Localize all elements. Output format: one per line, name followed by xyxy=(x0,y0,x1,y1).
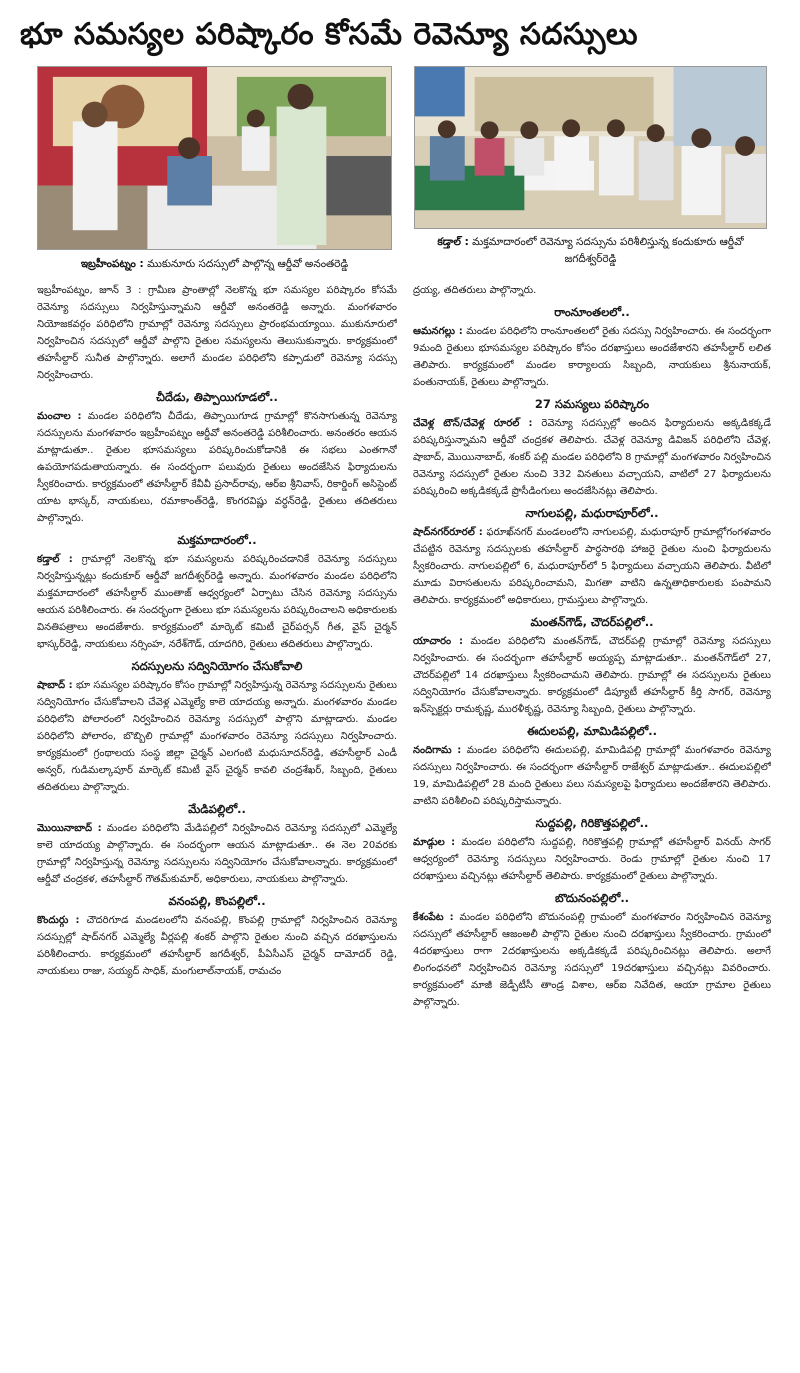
caption-place-left: ఇబ్రహీంపట్నం : xyxy=(80,258,144,270)
section-heading: బొదునంపల్లిలో.. xyxy=(554,891,630,905)
section-heading: మేడిపల్లిలో.. xyxy=(188,802,246,816)
caption-text-left: ముకునూరు సదస్సులో పాల్గొన్న ఆర్డీవో అనంతరెడ్డి xyxy=(147,258,349,270)
photo-rdo-jagadishwarreddy xyxy=(414,66,767,229)
article-section xyxy=(37,893,397,980)
section-text: మండల పరిధిలోని సుద్దపల్లి, గిరికొత్తపల్లి గ్రామాల్లో తహసీల్దార్ వినయ్ సాగర్ ఆధ్వర్యంలో రెవెన్యూ సదస్సులు నిర్వహించారు. రెండు గ్రామాల్లో రైతుల నుంచి 17 దరఖాస్తులు వచ్చినట్లు తహసీల్దార్ తెలిపారు. కార్యక్రమంలో రైతులు పాల్గొన్నారు. xyxy=(413,837,771,882)
section-heading: ఈదులపల్లి, మామిడిపల్లిలో.. xyxy=(526,724,657,738)
section-body xyxy=(413,909,771,1011)
photo-caption-right xyxy=(414,234,767,274)
article-section xyxy=(413,723,771,810)
article-section xyxy=(37,658,397,796)
event-photo-right xyxy=(415,67,766,228)
section-dateline: ఆమనగల్లు : xyxy=(413,326,463,337)
section-heading: మంతన్‌గౌడ్, చౌదర్‌పల్లిలో.. xyxy=(530,615,654,629)
section-dateline: కడ్తాల్ : xyxy=(37,554,73,565)
article-section xyxy=(37,389,397,527)
section-text: మండల పరిధిలోని చీదేడు, తిప్పాయిగూడ గ్రామాల్లో కొనసాగుతున్న రెవెన్యూ సదస్సులను మంగళవారం ఇబ్రహీంపట్నం ఆర్డీవో అనంతరెడ్డి పరిశీలించారు. అనంతరం ఆయన మాట్లాడుతూ.. రైతుల భూసమస్యలు పరిష్కరించుకోడానికి ఈ సభలు ఎంతగానో ఉపయోగపడుతాయన్నారు. ఈ సందర్భంగా పలువురు రైతులు అందజేసిన ఫిర్యాదులను స్వీకరించారు. కార్యక్రమంలో తహసీల్దార్ కేవీవీ ప్రసాద్‌రావు, ఆర్ఐ శ్రీనివాస్, రికార్డింగ్ అసిస్టెంట్ యాట భాస్కర్, నాయకులు, రమాకాంత్‌రెడ్డి, కొంగరవిష్ణు వర్ధన్‌రెడ్డి, రైతులు తదితరులు పాల్గొన్నారు. xyxy=(37,411,397,524)
section-dateline: షాబాద్ : xyxy=(37,680,73,691)
section-text: చౌదరిగూడ మండలంలోని వనంపల్లి, కొంపల్లి గ్రామాల్లో నిర్వహించిన రెవెన్యూ సదస్సుల్లో షాద్‌నగర్ ఎమ్మెల్యే వీర్లపల్లి శంకర్ పాల్గొని రైతుల నుంచి వచ్చిన దరఖాస్తులను పరిశీలించారు. కార్యక్రమంలో తహసీల్దార్ జగదీశ్వర్, పీఏసీఎస్ చైర్మన్ దామోదర్ రెడ్డి, నాయకులు రాజు, సయ్యద్ సాధిక్, మంగులాల్‌నాయక్, రామచం xyxy=(37,915,397,977)
article-section xyxy=(413,505,771,609)
section-text: ఫరూఖ్‌నగర్ మండలంలోని నాగులపల్లి, మధురాపూర్ గ్రామాల్లోగంగళవారం చేపట్టిన రెవెన్యూ సదస్సులకు తహసీల్దార్ పార్థసారథి హాజరై రైతుల నుంచి ఫిర్యాదులను స్వీకరించారు. నాగులపల్లిలో 6, మధురాపూర్‌లో 5 ఫిర్యాదులు వచ్చాయని తెలిపారు. వీటిలో మూడు విరాసతులను పరిష్కరించామని, మిగతా వాటిని ఉన్నతాధికారులకు పంపామని తెలిపారు. కార్యక్రమంలో అధికారులు, గ్రామస్తులు పాల్గొన్నారు. xyxy=(413,527,771,606)
article-section xyxy=(37,282,397,384)
section-body xyxy=(413,742,771,810)
article-section xyxy=(413,396,771,500)
section-dateline: మొయినాబాద్ : xyxy=(37,823,102,834)
page-headline: భూ సమస్యల పరిష్కారం కోసమే రెవెన్యూ సదస్సులు xyxy=(20,17,639,52)
section-body xyxy=(413,834,771,885)
article-section xyxy=(413,614,771,718)
section-text: గ్రామాల్లో నెలకొన్న భూ సమస్యలను పరిష్కరించడానికే రెవెన్యూ సదస్సులు నిర్వహిస్తున్నట్లు కందుకూర్ ఆర్డీవో జగదీశ్వర్‌రెడ్డి అన్నారు. మంగళవారం మండల పరిధిలోని మక్తమాదారంలో తహసీల్దార్ ముంతాజ్ ఆధ్వర్యంలో ఏర్పాటు చేసిన రెవెన్యూ సదస్సును ఆయన పరిశీలించారు. ఈ సందర్భంగా రైతులు భూ సమస్యలను పరిష్కరించాలని అధికారులకు వినతిపత్రాలు అందజేశారు. కార్యక్రమంలో మార్కెట్ కమిటీ చైర్‌పర్సన్ గీత, వైస్ చైర్మన్ భాస్కర్‌రెడ్డి, నాయకులు నర్సింహ, నరేశ్‌గౌడ్, యాదగిరి, రైతులు తదితరులు పాల్గొన్నారు. xyxy=(37,554,397,650)
section-heading: మక్తమాదారంలో.. xyxy=(177,533,257,547)
section-body xyxy=(37,408,397,527)
section-dateline: కేశంపేట : xyxy=(413,912,454,923)
section-heading: రాంనూంతలలో.. xyxy=(554,305,630,319)
article-section xyxy=(413,890,771,1011)
section-body xyxy=(37,677,397,796)
section-text: భూ సమస్యల పరిష్కారం కోసం గ్రామాల్లో నిర్వహిస్తున్న రెవెన్యూ సదస్సులను రైతులు సద్వినియోగం చేసుకోవాలని చేవెళ్ల ఎమ్మెల్యే కాలె యాదయ్య అన్నారు. మంగళవారం మండల పరిధిలోని పోలారంలో నిర్వహించిన రెవెన్యూ సదస్సులో పాల్గొని మాట్లాడారు. మండల పరిధిలోని పోలారం, బొబ్బిలి గ్రామాల్లో మంగళవారం రెవెన్యూ సదస్సులు నిర్వహించారు. కార్యక్రమంలో గ్రంథాలయ సంస్థ జిల్లా చైర్మన్ ఎలగంటి మధుసూదన్‌రెడ్డి, తహసీల్దార్ ఎండీ అన్వర్, గుడిమల్కాపూర్ మార్కెట్ కమిటీ వైస్ చైర్మన్ కావలి చంద్రశేఖర్, సిబ్బంది, రైతులు తదితరులు పాల్గొన్నారు. xyxy=(37,680,397,793)
section-dateline: మంచాల : xyxy=(37,411,82,422)
article-section xyxy=(37,801,397,888)
section-body xyxy=(37,820,397,888)
event-photo-left xyxy=(38,67,391,249)
section-text: మండల పరిధిలోని ఈదులపల్లి, మామిడిపల్లి గ్రామాల్లో మంగళవారం రెవెన్యూ సదస్సులు నిర్వహించారు. ఈ సందర్భంగా తహసీల్దార్ రాజేశ్వర్ మాట్లాడుతూ.. ఈదులపల్లిలో 19, మామిడిపల్లిలో 28 మంది రైతులు పలు సమస్యలపై ఫిర్యాదులు అందజేశారని తెలిపారు. వాటిని పరిశీలించి పరిష్కరిస్తామన్నారు. xyxy=(413,745,771,807)
section-dateline: చేవెళ్ల టౌన్/చేవెళ్ల రూరల్ : xyxy=(413,418,533,429)
article-column-left xyxy=(37,282,397,1362)
section-body xyxy=(37,551,397,653)
article-section xyxy=(413,815,771,885)
section-text: మండల పరిధిలోని మేడిపల్లిలో నిర్వహించిన రెవెన్యూ సదస్సులో ఎమ్మెల్యే కాలె యాదయ్య పాల్గొన్నారు. ఈ సందర్భంగా ఆయన మాట్లాడుతూ.. ఈ నెల 20వరకు గ్రామాల్లో నిర్వహిస్తున్న రెవెన్యూ సదస్సులను సద్వినియోగం చేసుకోవాలన్నారు. కార్యక్రమంలో ఆర్డీవో చంద్రకళ, తహసీల్దార్ గౌతమ్‌కుమార్, అధికారులు, నాయకులు పాల్గొన్నారు. xyxy=(37,823,397,885)
article-section xyxy=(413,304,771,391)
article-section xyxy=(413,282,771,299)
section-heading: వనంపల్లి, కొంపల్లిలో.. xyxy=(168,894,266,908)
section-dateline: యాచారం : xyxy=(413,636,463,647)
section-body xyxy=(413,524,771,609)
section-body xyxy=(37,912,397,980)
article-section xyxy=(37,532,397,653)
section-dateline: నందిగామ : xyxy=(413,745,462,756)
section-heading: నాగులపల్లి, మధురాపూర్‌లో.. xyxy=(525,506,659,520)
photo-rdo-ananthareddy xyxy=(37,66,392,250)
section-heading: సుద్దపల్లి, గిరికొత్తపల్లిలో.. xyxy=(535,816,649,830)
caption-text-right: మక్తమాదారంలో రెవెన్యూ సదస్సును పరిశీలిస్తున్న కందుకూరు ఆర్డీవో జగదీశ్వర్‌రెడ్డి xyxy=(472,236,744,265)
section-dateline: షాద్‌నగర్‌రూరల్ : xyxy=(413,527,483,538)
caption-place-right: కడ్తాల్ : xyxy=(437,236,469,248)
section-dateline: కొందుర్గు : xyxy=(37,915,80,926)
section-body xyxy=(413,633,771,718)
section-body: ద్రయ్య, తదితరులు పాల్గొన్నారు. xyxy=(413,285,537,296)
section-text: రెవెన్యూ సదస్సుల్లో అందిన ఫిర్యాదులను అక్కడికక్కడే పరిష్కరిస్తున్నామని ఆర్డీవో చంద్రకళ తెలిపారు. చేవెళ్ల రెవెన్యూ డివిజన్ పరిధిలోని చేవెళ్ల, షాబాద్, మొయినాబాద్, శంకర్ పల్లి మండల పరిధిలోని 8 గ్రామాల్లో మంగళవారం నిర్వహించిన రెవెన్యూ సదస్సులో రైతుల నుంచి 332 వినతులు వచ్చాయని, వాటిలో 27 ఫిర్యాదులను పరిష్కరించి అక్కడికక్కడే ప్రొసీడింగులు అందజేసినట్లు తెలిపారు. xyxy=(413,418,771,497)
section-body xyxy=(413,323,771,391)
section-text: మండల పరిధిలోని బొదునంపల్లి గ్రామంలో మంగళవారం నిర్వహించిన రెవెన్యూ సదస్సులో తహసీల్దార్ ఆజంఅలీ పాల్గొని రైతుల నుంచి దరఖాస్తులు స్వీకరించారు. గ్రామంలో 4దరఖాస్తులు రాగా 2దరఖాస్తులను అక్కడికక్కడే పరిష్కరించినట్లు తెలిపారు. అలాగే లింగంధనలో నిర్వహించిన రెవెన్యూ సదస్సులో 19దరఖాస్తులు వచ్చినట్లు వివరించారు. కార్యక్రమంలో మాజీ జెడ్పీటీసీ తాండ్ర విశాల, ఆర్ఐ నివేదిత, ఆయా గ్రామాల రైతులు పాల్గొన్నారు. xyxy=(413,912,771,1008)
section-heading: సదస్సులను సద్వినియోగం చేసుకోవాలి xyxy=(131,659,303,673)
section-dateline: మాడ్గుల : xyxy=(413,837,456,848)
section-text: మండల పరిధిలోని రాంనూంతలలో రైతు సదస్సు నిర్వహించారు. ఈ సందర్భంగా 9మంది రైతులు భూసమస్యల పరిష్కారం కోసం దరఖాస్తులు అందజేశారని తహసీల్దార్ లలిత తెలిపారు. కార్యక్రమంలో మండల కార్యాలయ సిబ్బంది, నాయకులు శ్రీనునాయక్, పంతునాయక్, రైతులు పాల్గొన్నారు. xyxy=(413,326,771,388)
section-text: మండల పరిధిలోని మంతన్‌గౌడ్, చౌదర్‌పల్లి గ్రామాల్లో రెవెన్యూ సదస్సులు నిర్వహించారు. ఈ సందర్భంగా తహసీల్దార్ అయ్యప్ప మాట్లాడుతూ.. మంతన్‌గౌడ్‌లో 27, చౌదర్‌పల్లిలో 14 దరఖాస్తులు స్వీకరించామని తెలిపారు. గ్రామాల్లో ఈ సదస్సులను రైతులు సద్వినియోగం చేసుకోవాలన్నారు. కార్యక్రమంలో డిప్యూటీ తహసీల్దార్ కీర్తి సాగర్, రెవెన్యూ ఇన్‌స్పెక్టర్లు రామకృష్ణ, మురళీకృష్ణ, రెవెన్యూ సిబ్బంది, రైతులు పాల్గొన్నారు. xyxy=(413,636,771,715)
article-column-right xyxy=(413,282,771,1362)
section-body: ఇబ్రహీంపట్నం, జూన్ 3 : గ్రామీణ ప్రాంతాల్లో నెలకొన్న భూ సమస్యల పరిష్కారం కోసమే రెవెన్యూ సదస్సులు నిర్వహిస్తున్నామని ఆర్డీవో అనంతరెడ్డి అన్నారు. మంగళవారం నియోజకవర్గం పరిధిలోని గ్రామాల్లో రెవెన్యూ సదస్సులు ప్రారంభమయ్యాయి. ముకునూరులో నిర్వహించిన సదస్సులో ఆర్డీవో పాల్గొని రైతుల సమస్యలను తెలుసుకున్నారు. కార్యక్రమంలో తహసీల్దార్ సునీత పాల్గొన్నారు. అలాగే మండల పరిధిలోని కప్పాడులో రెవెన్యూ సదస్సు నిర్వహించారు. xyxy=(37,285,397,381)
section-heading: చీదేడు, తిప్పాయిగూడలో.. xyxy=(156,390,278,404)
photo-caption-left xyxy=(37,256,392,276)
section-heading: 27 సమస్యలు పరిష్కారం xyxy=(534,397,650,411)
section-body xyxy=(413,415,771,500)
